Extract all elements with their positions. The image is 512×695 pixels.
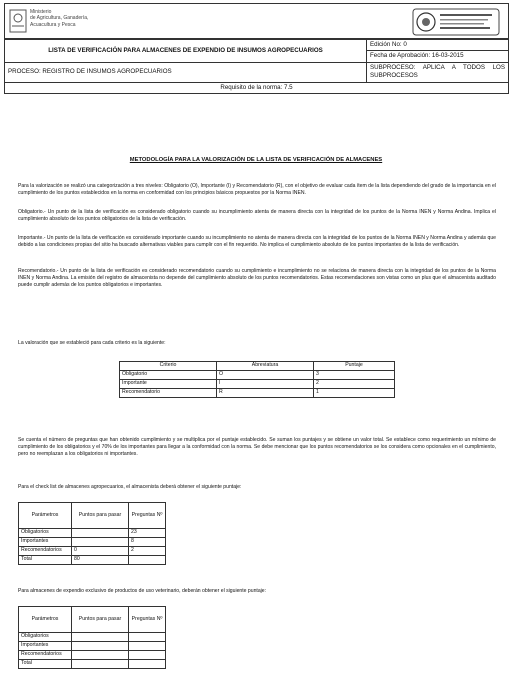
paragraph-recomendatorio: Recomendatorio.- Un punto de la lista de verificación es considerado recomendatorio cuando su cumplimiento e incumplimiento no se relaciona de manera directa con la integridad de los puntos de la Norma INEN y Norma Andina. La emisión del registro de almacenista no depende del cumplimiento absoluto de los puntos recomendatorios. Estas recomendaciones son vistas como un plus que el almacenista auditado puede cumplir además de los puntos obligatorios e importantes. xyxy=(18,268,496,288)
column-header: Criterio xyxy=(120,362,217,371)
table-cell: Obligatorios xyxy=(19,529,72,538)
table-row xyxy=(120,380,395,389)
table-cell: Recomendatorios xyxy=(19,651,72,660)
table-row xyxy=(120,371,395,380)
table-cell: 2 xyxy=(314,380,395,389)
table-cell xyxy=(72,642,129,651)
table-row xyxy=(19,651,166,660)
agro-points-table xyxy=(18,502,166,565)
table-cell: Importantes xyxy=(19,538,72,547)
column-header: Preguntas Nº xyxy=(129,503,166,529)
table-cell xyxy=(129,660,166,669)
header-info-table xyxy=(4,39,509,94)
table-cell xyxy=(129,633,166,642)
table-cell xyxy=(129,642,166,651)
table-cell xyxy=(72,633,129,642)
criteria-table xyxy=(119,361,395,398)
table-cell: 2 xyxy=(129,547,166,556)
table-cell xyxy=(72,538,129,547)
table-cell: Recomendatorios xyxy=(19,547,72,556)
table-cell: Total xyxy=(19,660,72,669)
column-header: Puntos para pasar xyxy=(72,607,129,633)
table-cell: Obligatorios xyxy=(19,633,72,642)
ministry-line-1: Ministerio xyxy=(30,9,52,15)
column-header: Puntaje xyxy=(314,362,395,371)
vet-points-table xyxy=(18,606,166,669)
ministry-line-2: de Agricultura, Ganadería, xyxy=(30,15,89,22)
agrocalidad-logo xyxy=(412,8,500,36)
paragraph-intro: Para la valorización se realizó una categorización a tres niveles: Obligatorio (O), Importante (I) y Recomendatorio (R), con el objetivo de evaluar cada ítem de la lista dependiendo del grado de la importancia en el cumplimiento de los puntos establecidos en la norma en conformidad con los principios básicos propuestos por la Norma INEN. xyxy=(18,183,496,196)
table-row xyxy=(19,556,166,565)
table-row xyxy=(19,660,166,669)
paragraph-conteo: Se cuenta el número de preguntas que han obtenido cumplimiento y se multiplica por el puntaje establecido. Se suman los puntajes y se obtiene un valor total. Se establece como requerimiento un mínimo de cumplimiento de los obligatorios y el 70% de los importantes para llegar a la conformidad con la norma. Se debe mencionar que los puntos recomendatorios se los considera como opcionales en el cumplimiento, pero no reemplazan a los obligatorios ni importantes. xyxy=(18,437,496,457)
column-header: Preguntas Nº xyxy=(129,607,166,633)
ministry-line-3: Acuacultura y Pesca xyxy=(30,21,76,28)
table-cell: 80 xyxy=(72,556,129,565)
table-cell: 0 xyxy=(72,547,129,556)
section-title: METODOLOGÍA PARA LA VALORIZACIÓN DE LA LISTA DE VERIFICACIÓN DE ALMACENES xyxy=(129,157,383,163)
table-cell: 23 xyxy=(129,529,166,538)
table-cell: Importante xyxy=(120,380,217,389)
table-cell xyxy=(72,660,129,669)
table-row xyxy=(19,529,166,538)
subprocess-label: SUBPROCESO: APLICA A TODOS LOS SUBPROCESOS xyxy=(367,62,509,82)
table-cell: 3 xyxy=(314,371,395,380)
table-cell: 8 xyxy=(129,538,166,547)
coat-of-arms-icon xyxy=(8,8,28,34)
table-cell: 1 xyxy=(314,389,395,398)
column-header: Puntos para pasar xyxy=(72,503,129,529)
table-cell xyxy=(129,556,166,565)
paragraph-importante: Importante.- Un punto de la lista de verificación es considerado importante cuando su incumplimiento no atenta de manera directa con la integridad de los puntos de la Norma INEN y Norma Andina y además que debido a las condiciones propias del sitio ha buscado alternativas viables para cumplir con el fin requerido. No implica el cumplimiento absoluto de los puntos importantes de la lista de verificación. xyxy=(18,235,496,248)
column-header: Abreviatura xyxy=(217,362,314,371)
paragraph-checklist-agro: Para el check list de almacenes agropecuarios, el almacenista deberá obtener el siguiente puntaje: xyxy=(18,484,242,490)
table-cell xyxy=(129,651,166,660)
table-header-row xyxy=(120,362,395,371)
table-cell: Recomendatorio xyxy=(120,389,217,398)
table-row xyxy=(120,389,395,398)
approval-date: Fecha de Aprobación: 16-03-2015 xyxy=(370,52,464,60)
table-cell: I xyxy=(217,380,314,389)
table-cell xyxy=(72,529,129,538)
table-row xyxy=(19,642,166,651)
paragraph-valoracion: La valoración que se estableció para cada criterio es la siguiente: xyxy=(18,340,166,346)
table-cell: Total xyxy=(19,556,72,565)
table-cell: Obligatorio xyxy=(120,371,217,380)
table-header-row xyxy=(19,607,166,633)
ministry-logo xyxy=(8,8,28,34)
paragraph-obligatorio: Obligatorio.- Un punto de la lista de verificación es considerado obligatorio cuando su incumplimiento atenta de manera directa con la integridad de los puntos de la Norma INEN y Norma Andina. Implica el cumplimiento absoluto de los puntos obligatorios de la lista de verificación. xyxy=(18,209,496,222)
table-row xyxy=(19,547,166,556)
table-row xyxy=(19,538,166,547)
edition-number: Edición No: 0 xyxy=(367,40,508,51)
table-cell: O xyxy=(217,371,314,380)
ministry-name xyxy=(30,9,88,28)
norm-requirement: Requisito de la norma: 7.5 xyxy=(5,82,509,93)
agrocalidad-emblem-icon xyxy=(412,8,500,36)
table-cell xyxy=(72,651,129,660)
table-row xyxy=(19,633,166,642)
paragraph-checklist-vet: Para almacenes de expendio exclusivo de productos de uso veterinario, deberán obtener el siguiente puntaje: xyxy=(18,588,267,594)
column-header: Parámetros xyxy=(19,503,72,529)
column-header: Parámetros xyxy=(19,607,72,633)
table-cell: R xyxy=(217,389,314,398)
table-header-row xyxy=(19,503,166,529)
table-cell: Importantes xyxy=(19,642,72,651)
document-title: LISTA DE VERIFICACIÓN PARA ALMACENES DE EXPENDIO DE INSUMOS AGROPECUARIOS xyxy=(5,40,367,63)
process-label: PROCESO: REGISTRO DE INSUMOS AGROPECUARIOS xyxy=(5,62,367,82)
